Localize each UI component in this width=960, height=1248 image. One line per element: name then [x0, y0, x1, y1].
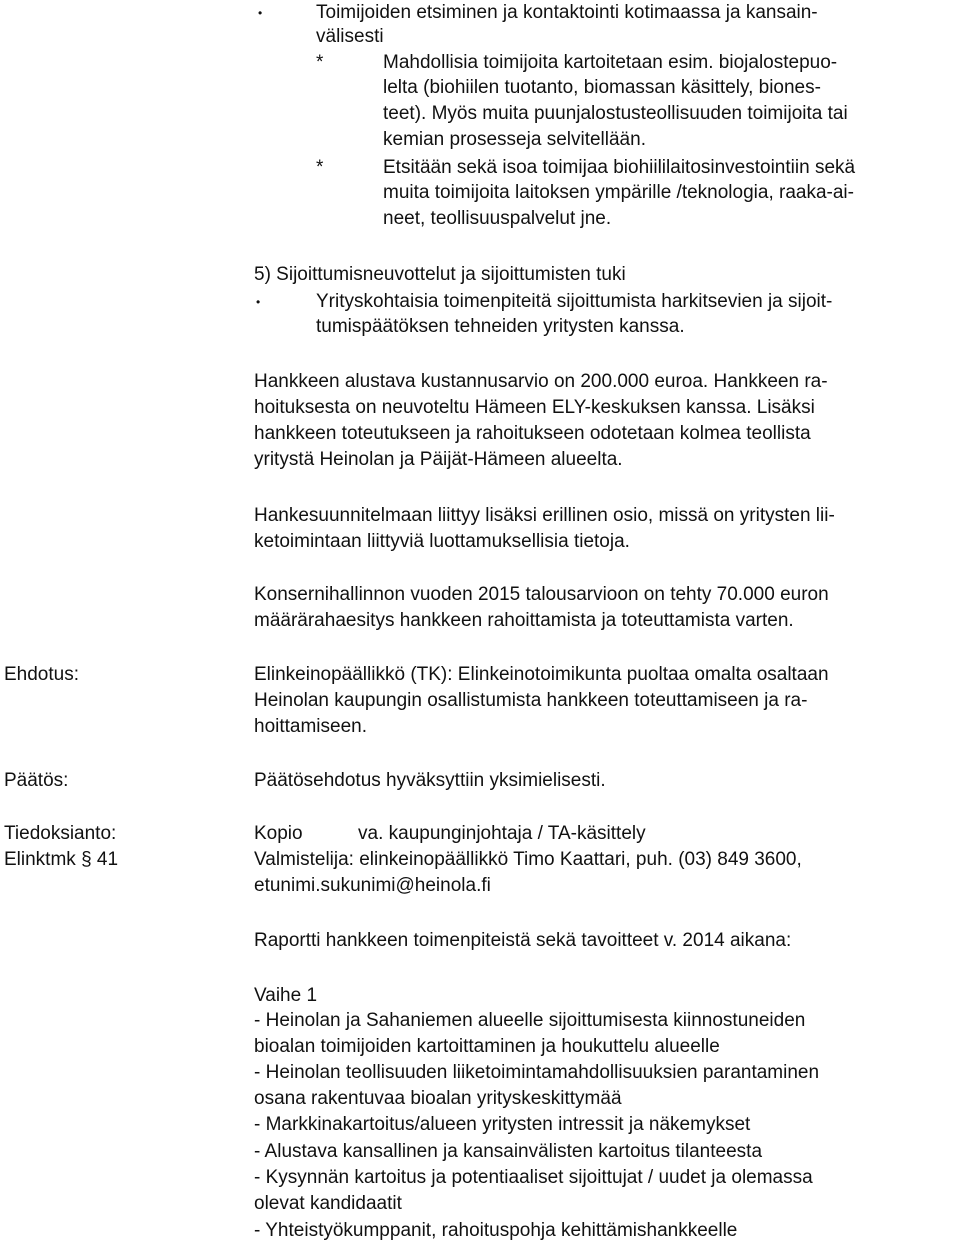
paragraph-line: hoituksesta on neuvoteltu Hämeen ELY-keskuksen kanssa. Lisäksi — [254, 397, 815, 418]
paragraph-line: Hankesuunnitelmaan liittyy lisäksi erillinen osio, missä on yritysten lii- — [254, 505, 835, 526]
tiedoksianto-label: Tiedoksianto: — [4, 823, 117, 844]
ehdotus-line: Heinolan kaupungin osallistumista hankkeen toteuttamiseen ja ra- — [254, 690, 808, 711]
sub-item-line: lelta (biohiilen tuotanto, biomassan käsittely, biones- — [383, 77, 821, 98]
raportti-line: osana rakentuvaa bioalan yrityskeskittymää — [254, 1088, 622, 1109]
bullet-text-line: Yrityskohtaisia toimenpiteitä sijoittumista harkitsevien ja sijoit- — [316, 291, 833, 312]
section-heading: 5) Sijoittumisneuvottelut ja sijoittumisten tuki — [254, 264, 626, 285]
raportti-line: - Heinolan ja Sahaniemen alueelle sijoittumisesta kiinnostuneiden — [254, 1010, 806, 1031]
raportti-line: bioalan toimijoiden kartoittaminen ja houkuttelu alueelle — [254, 1036, 720, 1057]
raportti-line: - Heinolan teollisuuden liiketoimintamahdollisuuksien parantaminen — [254, 1062, 820, 1083]
bullet-marker: • — [258, 6, 263, 20]
valmistelija-line: etunimi.sukunimi@heinola.fi — [254, 875, 491, 896]
paragraph-line: ketoimintaan liittyviä luottamuksellisia tietoja. — [254, 531, 630, 552]
paragraph-line: määrärahaesitys hankkeen rahoittamista ja toteuttamista varten. — [254, 610, 794, 631]
sub-item-line: Mahdollisia toimijoita kartoitetaan esim. biojalostepuo- — [383, 52, 838, 73]
bullet-marker: • — [256, 295, 261, 309]
raportti-line: - Alustava kansallinen ja kansainvälisten kartoitus tilanteesta — [254, 1141, 763, 1162]
vaihe-heading: Vaihe 1 — [254, 985, 318, 1006]
ehdotus-line: Elinkeinopäällikkö (TK): Elinkeinotoimikunta puoltaa omalta osaltaan — [254, 664, 829, 685]
sub-item-line: muita toimijoita laitoksen ympärille /teknologia, raaka-ai- — [383, 182, 854, 203]
elinktmk-label: Elinktmk § 41 — [4, 849, 119, 870]
paragraph-line: yritystä Heinolan ja Päijät-Hämeen alueelta. — [254, 449, 623, 470]
kopio-text: va. kaupunginjohtaja / TA-käsittely — [358, 823, 646, 844]
sub-item-line: Etsitään sekä isoa toimijaa biohiililaitosinvestointiin sekä — [383, 157, 856, 178]
valmistelija-line: Valmistelija: elinkeinopäällikkö Timo Kaattari, puh. (03) 849 3600, — [254, 849, 802, 870]
raportti-heading: Raportti hankkeen toimenpiteistä sekä tavoitteet v. 2014 aikana: — [254, 930, 792, 951]
kopio-label: Kopio — [254, 823, 303, 844]
bullet-text-line: Toimijoiden etsiminen ja kontaktointi kotimaassa ja kansain- — [316, 2, 818, 23]
paatos-text: Päätösehdotus hyväksyttiin yksimielisesti. — [254, 770, 606, 791]
sub-item-marker: * — [316, 52, 324, 73]
raportti-line: olevat kandidaatit — [254, 1193, 402, 1214]
sub-item-line: kemian prosesseja selvitellään. — [383, 129, 646, 150]
paragraph-line: Konsernihallinnon vuoden 2015 talousarvioon on tehty 70.000 euron — [254, 584, 829, 605]
raportti-line: - Yhteistyökumppanit, rahoituspohja kehittämishankkeelle — [254, 1220, 738, 1241]
paragraph-line: Hankkeen alustava kustannusarvio on 200.000 euroa. Hankkeen ra- — [254, 371, 828, 392]
bullet-text-line: tumispäätöksen tehneiden yritysten kanssa. — [316, 316, 685, 337]
paatos-label: Päätös: — [4, 770, 69, 791]
ehdotus-label: Ehdotus: — [4, 664, 79, 685]
sub-item-line: neet, teollisuuspalvelut jne. — [383, 208, 612, 229]
raportti-line: - Kysynnän kartoitus ja potentiaaliset sijoittujat / uudet ja olemassa — [254, 1167, 813, 1188]
bullet-text-line: välisesti — [316, 26, 384, 47]
sub-item-marker: * — [316, 157, 324, 178]
sub-item-line: teet). Myös muita puunjalostusteollisuuden toimijoita tai — [383, 103, 848, 124]
raportti-line: - Markkinakartoitus/alueen yritysten intressit ja näkemykset — [254, 1114, 751, 1135]
paragraph-line: hankkeen toteutukseen ja rahoitukseen odotetaan kolmea teollista — [254, 423, 811, 444]
ehdotus-line: hoittamiseen. — [254, 716, 368, 737]
